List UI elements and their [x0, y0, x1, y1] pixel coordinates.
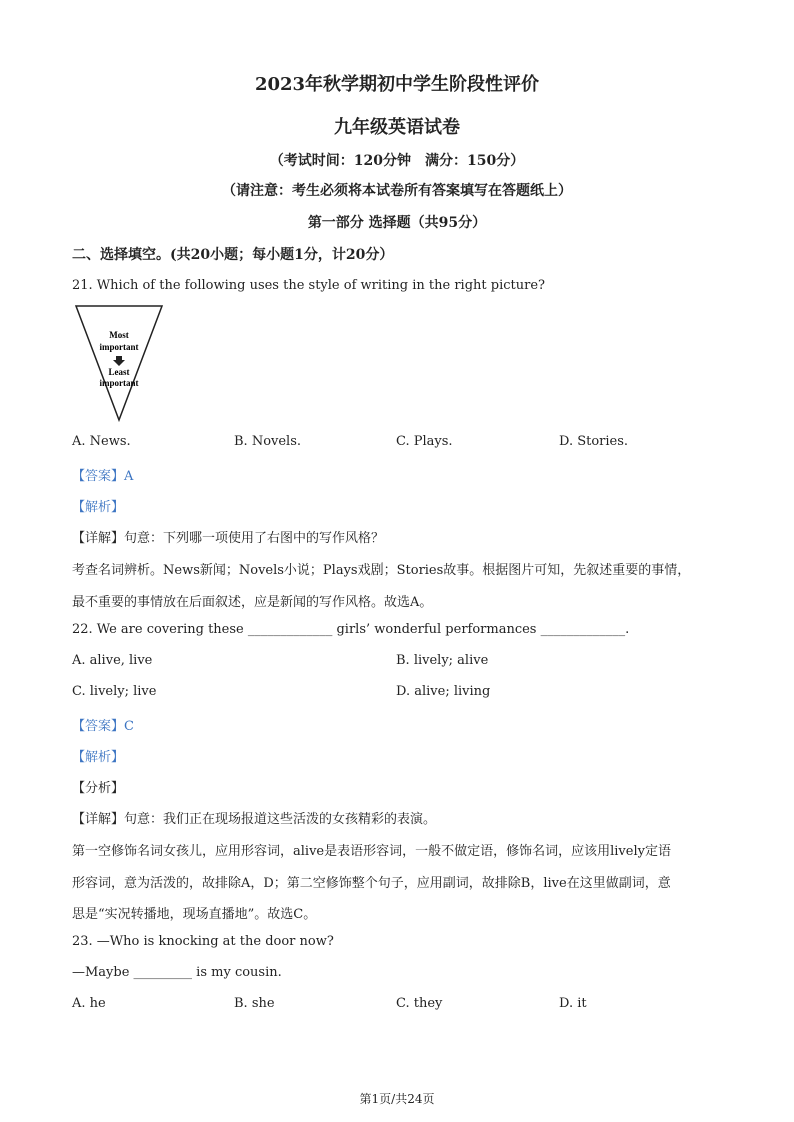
exam-title: 2023年秋学期初中学生阶段性评价 [254, 74, 540, 95]
exam-subtitle: 九年级英语试卷 [334, 117, 460, 138]
q22-explanation-3: 思是“实况转播地，现场直播地”。故选C。 [72, 907, 317, 922]
q21-option-d: D. Stories. [559, 434, 629, 449]
q21-explanation-2: 最不重要的事情放在后面叙述，应是新闻的写作风格。故选A。 [72, 595, 433, 610]
inverted-pyramid-figure [74, 304, 164, 422]
q21-detail: 【详解】句意：下列哪一项使用了右图中的写作风格？ [72, 531, 385, 546]
page-number: 第1页/共24页 [359, 1092, 435, 1106]
figure-label-most: Most [109, 330, 129, 340]
q21-answer-text: 【答案】A [72, 469, 134, 484]
q22-option-b: B. lively; alive [396, 653, 489, 668]
q22-explanation-2: 形容词，意为活泼的，故排除A，D；第二空修饰整个句子，应用副词，故排除B，live在这里做副词，意 [72, 876, 671, 891]
q22-answer: 【答案】C [72, 719, 134, 734]
q23-option-d: D. it [559, 996, 587, 1011]
q23-line-2: —Maybe _________ is my cousin. [72, 965, 282, 980]
q23-option-b: B. she [234, 996, 275, 1011]
q22-analysis-label: 【解析】 [72, 750, 125, 765]
q22-detail: 【详解】句意：我们正在现场报道这些活泼的女孩精彩的表演。 [72, 812, 437, 827]
exam-notice: （请注意：考生必须将本试卷所有答案填写在答题纸上） [222, 183, 572, 199]
q21-option-a: A. News. [72, 434, 131, 449]
q21-option-b: B. Novels. [234, 434, 302, 449]
q22-option-a: A. alive, live [72, 653, 153, 668]
q21-option-c: C. Plays. [396, 434, 453, 449]
q21-analysis-label: 【解析】 [72, 500, 125, 515]
q21-stem: 21. Which of the following uses the style of writing in the right picture? [72, 278, 545, 293]
q21-answer [72, 465, 133, 484]
figure-label-least: Least [108, 367, 130, 377]
q23-stem: 23. —Who is knocking at the door now? [72, 934, 334, 949]
q22-option-c: C. lively; live [72, 684, 157, 699]
q22-fenxi-label: 【分析】 [72, 781, 125, 796]
q21-explanation-1: 考查名词辨析。News新闻；Novels小说；Plays戏剧；Stories故事。根据图片可知，先叙述重要的事情， [72, 563, 691, 578]
part-heading: 第一部分 选择题（共95分） [307, 215, 487, 231]
q23-option-a: A. he [72, 996, 106, 1011]
section-heading: 二、选择填空。(共20小题；每小题1分，计20分） [72, 247, 394, 263]
figure-label-most-important: important [99, 342, 139, 352]
q22-explanation-1: 第一空修饰名词女孩儿，应用形容词，alive是表语形容词，一般不做定语，修饰名词，应该用lively定语 [72, 844, 671, 859]
figure-label-least-important: important [99, 378, 139, 388]
q22-option-d: D. alive; living [396, 684, 491, 699]
q23-option-c: C. they [396, 996, 443, 1011]
exam-info: （考试时间：120分钟 满分：150分） [269, 153, 525, 169]
q22-stem: 22. We are covering these _____________ girls’ wonderful performances _____________. [72, 622, 630, 637]
